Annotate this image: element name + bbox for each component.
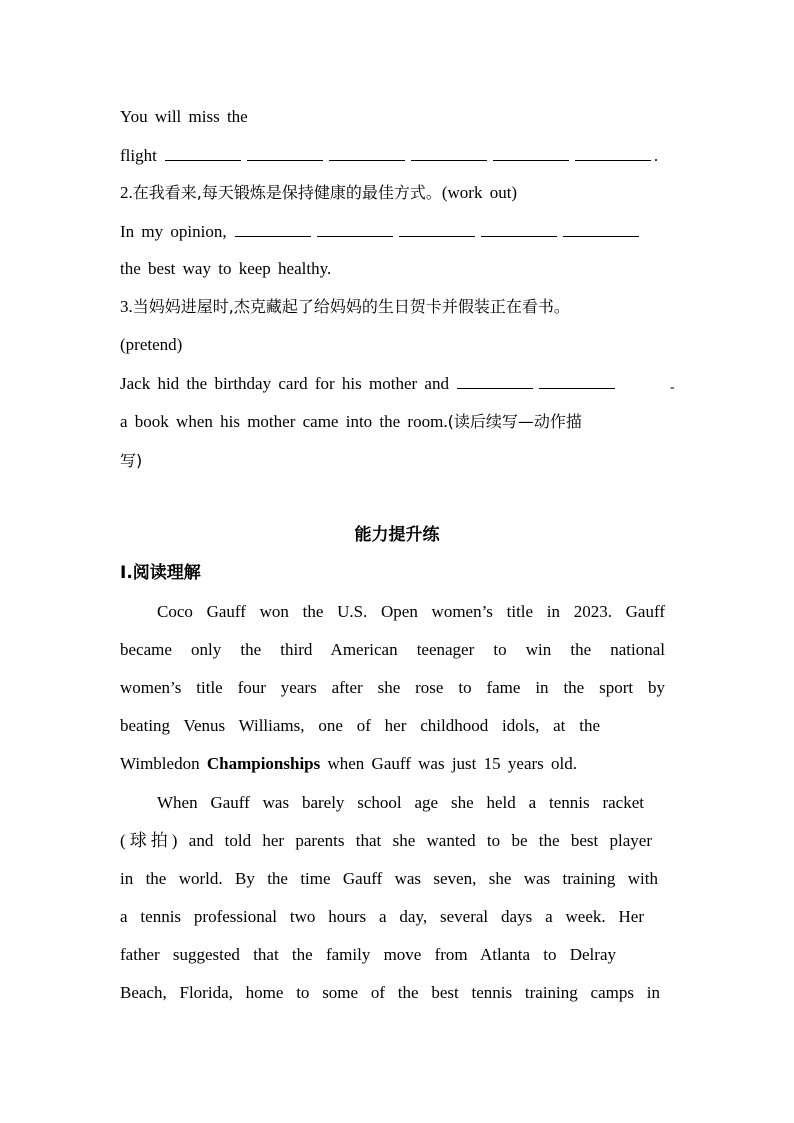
p2-line-3: in the world. By the time Gauff was seven, she was training with (120, 869, 658, 888)
q3-hint: (pretend) (120, 335, 183, 354)
blank-2[interactable] (247, 144, 323, 161)
p1-line-4: beating Venus Williams, one of her childhood idols, at the (120, 716, 600, 735)
blank-1[interactable] (165, 144, 241, 161)
q3-number: 3. (120, 297, 133, 316)
p2-line-1: When Gauff was barely school age she held a tennis racket (157, 793, 644, 812)
q2-prompt (120, 182, 665, 204)
p2-line-6: Beach, Florida, home to some of the best tennis training camps in (120, 983, 660, 1002)
p1-line-5-a: Wimbledon (120, 754, 200, 773)
blank-6[interactable] (575, 144, 651, 161)
reading-heading: Ⅰ.阅读理解 (120, 563, 201, 583)
q3-line-4-cn: (读后续写—动作描 (447, 412, 582, 431)
blank-3[interactable] (329, 144, 405, 161)
blank-7[interactable] (235, 220, 311, 237)
q3-line-4 (120, 411, 665, 433)
p2-line-5: father suggested that the family move from Atlanta to Delray (120, 945, 616, 964)
p2-line-4: a tennis professional two hours a day, several days a week. Her (120, 907, 644, 926)
blank-12[interactable] (457, 372, 533, 389)
blank-4[interactable] (411, 144, 487, 161)
q1-line-2-end: . (653, 146, 659, 165)
blank-9[interactable] (399, 220, 475, 237)
p1-line-5-b: when Gauff was just 15 years old. (327, 754, 577, 773)
q3-chinese: 当妈妈进屋时,杰克藏起了给妈妈的生日贺卡并假装正在看书。 (132, 297, 570, 316)
blank-5[interactable] (493, 144, 569, 161)
q2-line-3: the best way to keep healthy. (120, 259, 332, 278)
p2-line-2 (120, 830, 652, 852)
q3-line-5: 写) (120, 451, 143, 470)
q1-line-2 (120, 144, 665, 167)
championships-keyword: Championships (206, 754, 321, 773)
blank-10[interactable] (481, 220, 557, 237)
blank-13[interactable] (539, 372, 615, 389)
q2-chinese: 在我看来,每天锻炼是保持健康的最佳方式。 (132, 183, 442, 202)
p1-line-3: women’s title four years after she rose to fame in the sport by (120, 678, 665, 697)
q1-line-2-start: flight (120, 146, 157, 165)
q3-line-3 (120, 372, 665, 395)
blank-11[interactable] (563, 220, 639, 237)
p2-line-2-a: (球拍) (120, 831, 178, 850)
q3-line-4-en: a book when his mother came into the room. (120, 412, 448, 431)
blank-continuation-mark: - (670, 380, 675, 395)
q2-hint: (work out) (441, 183, 518, 202)
p2-line-2-b: and told her parents that she wanted to be the best player (188, 831, 653, 850)
q1-line-1: You will miss the (120, 107, 248, 126)
q3-line-3-start: Jack hid the birthday card for his mother and (120, 374, 449, 393)
p1-line-2: became only the third American teenager to win the national (120, 640, 665, 659)
p1-line-1: Coco Gauff won the U.S. Open women’s title in 2023. Gauff (157, 602, 665, 621)
section-title: 能力提升练 (354, 525, 440, 545)
q2-line-2-start: In my opinion, (120, 222, 227, 241)
p1-line-5 (120, 753, 665, 775)
q2-line-2 (120, 220, 665, 243)
q2-number: 2. (120, 183, 133, 202)
blank-8[interactable] (317, 220, 393, 237)
q3-prompt (120, 296, 665, 318)
